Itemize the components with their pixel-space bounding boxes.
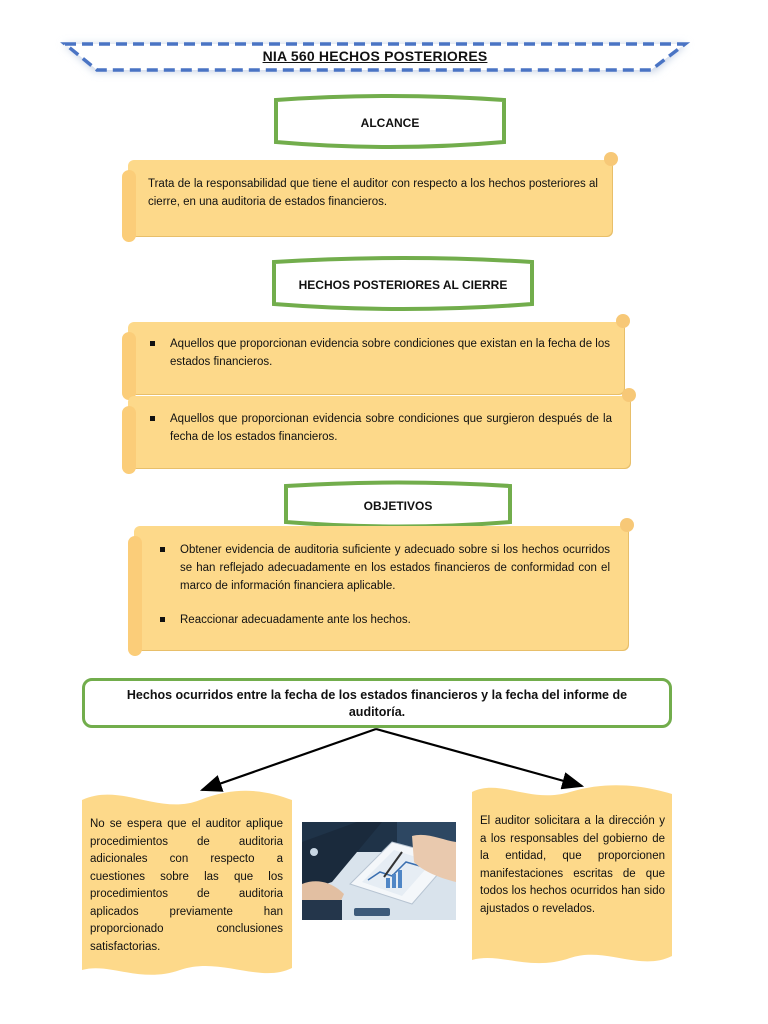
section-heading-objetivos: OBJETIVOS bbox=[363, 499, 433, 513]
section-heading-hechos-posteriores: HECHOS POSTERIORES AL CIERRE bbox=[298, 278, 508, 292]
section-heading-alcance: ALCANCE bbox=[360, 116, 420, 130]
page-title: NIA 560 HECHOS POSTERIORES bbox=[262, 48, 488, 64]
arrow-left bbox=[202, 729, 376, 790]
hechos-item-2: Aquellos que proporcionan evidencia sobre condiciones que surgieron después de la fecha de los estados financieros. bbox=[148, 410, 612, 446]
wave-box-right bbox=[470, 780, 674, 972]
main-box: Hechos ocurridos entre la fecha de los estados financieros y la fecha del informe de auditoría. bbox=[82, 678, 672, 728]
objetivos-item-1: Obtener evidencia de auditoria suficiente y adecuado sobre si los hechos ocurridos se han reflejado adecuadamente en los estados financieros de conformidad con el marco de información financiera aplicable. bbox=[158, 541, 610, 595]
left-box-text: No se espera que el auditor aplique procedimientos de auditoria adicionales con respecto a cuestiones sobre las que los procedimientos de auditoria aplicados previamente han proporcionado conclusiones satisfactorias. bbox=[90, 818, 283, 953]
right-box-text: El auditor solicitara a la dirección y a los responsables del gobierno de la entidad, que proporcionen manifestaciones escritas de que todos los hechos ocurridos han sido ajustados o revelados. bbox=[480, 815, 665, 915]
wave-box-left bbox=[80, 786, 294, 982]
alcance-text: Trata de la responsabilidad que tiene el auditor con respecto a los hechos posteriores al cierre, en una auditoria de estados financieros. bbox=[148, 178, 598, 208]
objetivos-item-2: Reaccionar adecuadamente ante los hechos. bbox=[158, 611, 610, 629]
arrow-right bbox=[376, 729, 582, 786]
hechos-item-1: Aquellos que proporcionan evidencia sobre condiciones que existan en la fecha de los estados financieros. bbox=[148, 335, 610, 371]
business-meeting-photo bbox=[302, 822, 456, 920]
